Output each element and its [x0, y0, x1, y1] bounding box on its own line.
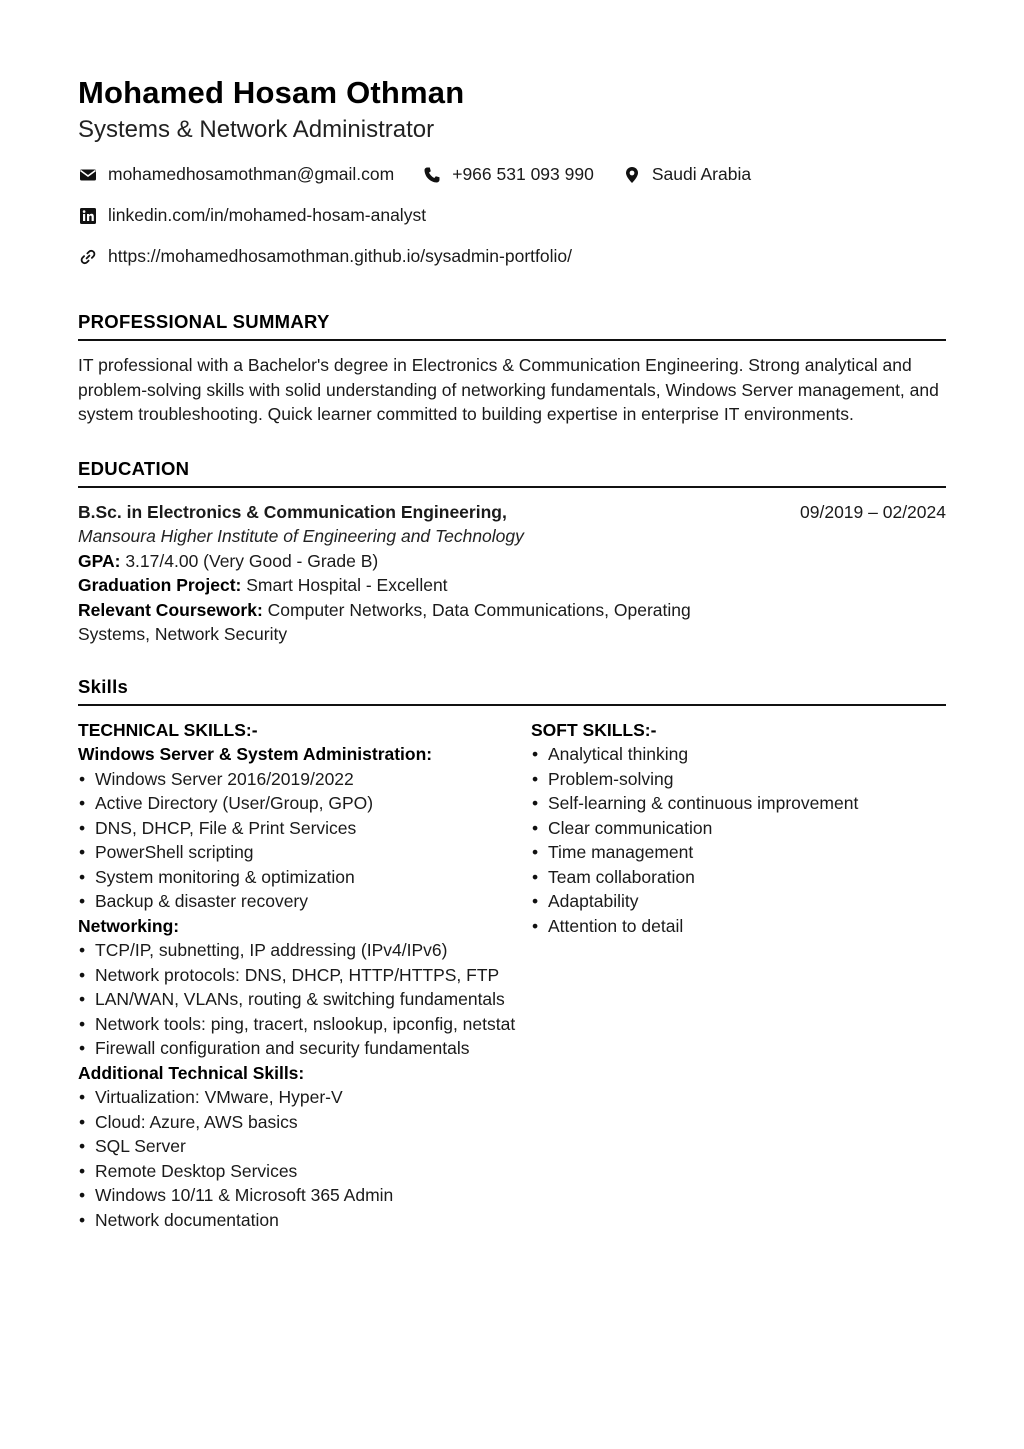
phone-icon: [422, 165, 442, 185]
gpa-value: 3.17/4.00 (Very Good - Grade B): [120, 550, 379, 571]
coursework-value: Computer Networks, Data Communications, Operating Systems, Network Security: [78, 599, 691, 644]
project-line: [78, 573, 946, 598]
soft-skills-list: [531, 742, 946, 938]
envelope-icon: [78, 165, 98, 185]
gpa-line: [78, 549, 946, 574]
summary-heading: PROFESSIONAL SUMMARY: [78, 310, 946, 341]
windows-skills-heading: Windows Server & System Administration:: [78, 744, 433, 764]
map-pin-icon: [622, 165, 642, 185]
skill-item: • PowerShell scripting: [78, 840, 531, 865]
link-icon: [78, 247, 98, 267]
networking-skills-list: [78, 938, 531, 1061]
coursework-line: [78, 598, 718, 647]
skill-item: • Windows Server 2016/2019/2022: [78, 767, 531, 792]
skill-item: • DNS, DHCP, File & Print Services: [78, 816, 531, 841]
contact-linkedin[interactable]: [78, 205, 426, 226]
job-title: Systems & Network Administrator: [78, 116, 435, 143]
skill-item: • Time management: [531, 840, 946, 865]
skill-item: • Clear communication: [531, 816, 946, 841]
skill-item: • System monitoring & optimization: [78, 865, 531, 890]
resume-page: [78, 72, 946, 1232]
website-text[interactable]: https://mohamedhosamothman.github.io/sysadmin-portfolio/: [108, 246, 572, 266]
linkedin-icon: [78, 206, 98, 226]
soft-skills-column: [531, 718, 946, 1233]
skill-item: • Backup & disaster recovery: [78, 889, 531, 914]
skill-item: • Analytical thinking: [531, 742, 946, 767]
skill-item: • Windows 10/11 & Microsoft 365 Admin: [78, 1183, 531, 1208]
additional-skills-list: [78, 1085, 531, 1232]
skills-columns: [78, 718, 946, 1233]
contact-phone[interactable]: [422, 164, 594, 185]
contact-email[interactable]: [78, 164, 394, 185]
email-text[interactable]: mohamedhosamothman@gmail.com: [108, 164, 395, 184]
phone-text[interactable]: +966 531 093 990: [452, 164, 594, 184]
skill-item: • LAN/WAN, VLANs, routing & switching fundamentals: [78, 987, 531, 1012]
coursework-label: Relevant Coursework:: [78, 599, 263, 620]
skill-item: • Cloud: Azure, AWS basics: [78, 1110, 531, 1135]
technical-skills-heading: TECHNICAL SKILLS:-: [78, 719, 258, 740]
skill-item: • Problem-solving: [531, 767, 946, 792]
soft-skills-heading: SOFT SKILLS:-: [531, 719, 657, 740]
windows-skills-list: [78, 767, 531, 914]
skill-item: • Remote Desktop Services: [78, 1159, 531, 1184]
skill-item: • Attention to detail: [531, 914, 946, 939]
summary-text: IT professional with a Bachelor's degree in Electronics & Communication Engineering. Strong analytical and problem-solving skills with solid understanding of networking fundamentals, Windows Server management, and system troubleshooting. Quick learner committed to building expertise in enterprise IT environments.: [78, 355, 939, 424]
skill-item: • Active Directory (User/Group, GPO): [78, 791, 531, 816]
skill-item: • Network tools: ping, tracert, nslookup, ipconfig, netstat: [78, 1012, 531, 1037]
skills-section: [78, 675, 946, 1233]
contact-row-primary: [78, 154, 946, 195]
skill-item: • Team collaboration: [531, 865, 946, 890]
contact-row-website: [78, 236, 946, 277]
skill-item: • Firewall configuration and security fundamentals: [78, 1036, 531, 1061]
skills-heading: Skills: [78, 675, 946, 706]
contact-row-linkedin: [78, 195, 946, 236]
technical-skills-column: [78, 718, 531, 1233]
additional-skills-heading: Additional Technical Skills:: [78, 1062, 305, 1083]
skill-item: • Network protocols: DNS, DHCP, HTTP/HTTPS, FTP: [78, 963, 531, 988]
networking-skills-heading: Networking:: [78, 915, 180, 936]
education-section: [78, 457, 946, 647]
summary-section: [78, 310, 946, 427]
skill-item: • SQL Server: [78, 1134, 531, 1159]
degree-title: B.Sc. in Electronics & Communication Engineering,: [78, 501, 507, 522]
contact-website[interactable]: [78, 246, 572, 267]
education-dates: 09/2019 – 02/2024: [800, 501, 946, 522]
linkedin-text[interactable]: linkedin.com/in/mohamed-hosam-analyst: [108, 205, 427, 225]
education-heading: EDUCATION: [78, 457, 946, 488]
skill-item: • Self-learning & continuous improvement: [531, 791, 946, 816]
gpa-label: GPA:: [78, 550, 121, 571]
skill-item: • Virtualization: VMware, Hyper-V: [78, 1085, 531, 1110]
education-header-row: [78, 500, 946, 525]
skill-item: • TCP/IP, subnetting, IP addressing (IPv4/IPv6): [78, 938, 531, 963]
skill-item: • Network documentation: [78, 1208, 531, 1233]
skill-item: • Adaptability: [531, 889, 946, 914]
contact-location: [622, 164, 751, 185]
project-value: Smart Hospital - Excellent: [241, 575, 448, 595]
location-text: Saudi Arabia: [651, 164, 752, 184]
project-label: Graduation Project:: [78, 575, 242, 595]
candidate-name: Mohamed Hosam Othman: [78, 75, 465, 110]
institution-name: Mansoura Higher Institute of Engineering and Technology: [78, 526, 524, 546]
